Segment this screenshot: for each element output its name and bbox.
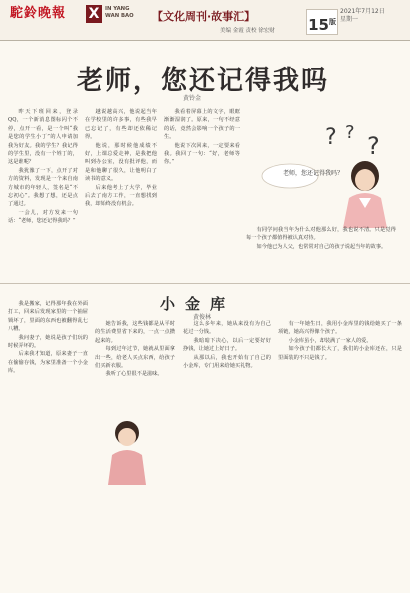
article-column xyxy=(278,320,402,585)
paragraph: 有一年她生日，我用小金库里的钱给她买了一条项链，她高兴得像个孩子。 xyxy=(278,321,402,336)
paragraph: 我犹豫了一下，点开了对方的资料，发现是一个来自南方城市的年轻人，签名是“不忘初心”。我想了想，还是点了通过。 xyxy=(8,167,78,208)
paragraph: 小金库虽小，却装满了一家人的爱。 xyxy=(288,337,372,344)
article-column xyxy=(95,320,175,585)
paragraph: 我是搬家，记得那年我在外面打工，回来后发现家里的一个抽屉锁坏了，里面的东西也被翻得乱七八糟。 xyxy=(8,301,88,333)
page-number xyxy=(306,9,338,35)
article-column xyxy=(85,108,157,280)
svg-text:?: ? xyxy=(345,122,355,143)
paragraph: 我问妻子，她说是孩子们玩的时候弄坏的。 xyxy=(8,334,88,350)
page-number-value: 15 xyxy=(308,16,329,34)
paragraph: 每到过年过节，她就从里面拿出一些，给老人买点东西，给孩子们买新衣服。 xyxy=(95,346,175,370)
issue-date xyxy=(340,8,385,24)
speech-bubble-text: 老师，您还记得我吗？ xyxy=(283,170,344,177)
article-column xyxy=(183,320,271,585)
newspaper-logo: 駝鈴晚報 xyxy=(10,6,67,21)
section-divider xyxy=(0,283,410,284)
logo-pinyin xyxy=(105,6,151,20)
article-column xyxy=(164,108,240,280)
paragraph: 她告诉我，这些钱都是从平时的生活费里省下来的，一点一点攒起来的。 xyxy=(95,321,175,344)
paragraph: 我看着屏幕上的文字，眼眶渐渐湿润了。原来，一句不经意的话，竟然会影响一个孩子的一生。 xyxy=(164,109,240,141)
page-header xyxy=(0,0,410,41)
paragraph: 我暗暗下决心，以后一定要好好挣钱，让她过上好日子。 xyxy=(183,337,271,353)
paragraph: 后来我才知道，原来妻子一直在偷偷存钱，为家里准备一个小金库。 xyxy=(8,351,88,375)
paragraph: 我听了心里很不是滋味。 xyxy=(105,371,163,378)
article-column xyxy=(8,300,88,585)
article-title: 小金库 xyxy=(160,295,236,313)
page-number-suffix: 版 xyxy=(328,18,336,26)
logo-pinyin-line: IN YANG xyxy=(105,6,130,12)
issue-date-line: 2021年7月12日 xyxy=(340,8,385,15)
paragraph: 昨天下班回来，登录QQ，一个新消息图标闪个不停，点开一看，是一个叫“我是您的学生小丁”的人申请加我为好友。我的学生？我记得的学生里，没有一个姓丁的，这是谁呢？ xyxy=(8,109,78,166)
article-author: 黄俊林 xyxy=(193,314,212,321)
paragraph: 有同学问我当年为什么对他那么好，我也说不清。只是觉得每一个孩子都值得被认真对待。 xyxy=(246,227,396,242)
paragraph: 从那以后，我也开始有了自己的小金库，专门用来给她买礼物。 xyxy=(183,354,271,370)
svg-text:?: ? xyxy=(367,132,380,160)
article-author: 黄铃金 xyxy=(183,95,202,102)
svg-text:?: ? xyxy=(325,125,337,150)
paragraph: 一会儿，对方发来一句话：“老师，您还记得我吗？” xyxy=(8,209,78,225)
logo-mark: X xyxy=(86,5,102,23)
question-marks-icon xyxy=(325,122,380,160)
paragraph: 如今他已为人父，也常常对自己的孩子说起当年的故事。 xyxy=(256,243,387,250)
editor-credits: 美编 金霞 责校 徐宏财 xyxy=(220,28,275,34)
paragraph: 他说，那时候他成绩不好，上课总爱走神，是我把他叫到办公室，没有批评他，而是和他聊了很久，让他明白了读书的意义。 xyxy=(85,142,157,183)
issue-weekday: 星期一 xyxy=(340,16,359,23)
paragraph: 这么多年来，她从来没有为自己花过一分钱。 xyxy=(183,321,271,336)
section-title: 【文化周刊·故事汇】 xyxy=(152,10,256,23)
paragraph: 越说越高兴，他说起当年在学校里的许多事，有些我早已忘记了，有些却还依稀记得。 xyxy=(85,109,157,141)
article-column xyxy=(246,226,396,280)
paragraph: 后来他考上了大学，毕业后去了南方工作，一直想找到我，却始终没有机会。 xyxy=(85,184,157,208)
paragraph: 如今孩子们都长大了，我们的小金库还在，只是里面装的不只是钱了。 xyxy=(278,346,402,361)
teacher-figure xyxy=(343,161,387,228)
paragraph: 他说下次回来，一定要来看我。我回了一句：“好，老师等你。” xyxy=(164,142,240,166)
article-column xyxy=(8,108,78,280)
article-title: 老师，您还记得我吗 xyxy=(76,66,329,96)
logo-pinyin-line: WAN BAO xyxy=(105,13,134,19)
